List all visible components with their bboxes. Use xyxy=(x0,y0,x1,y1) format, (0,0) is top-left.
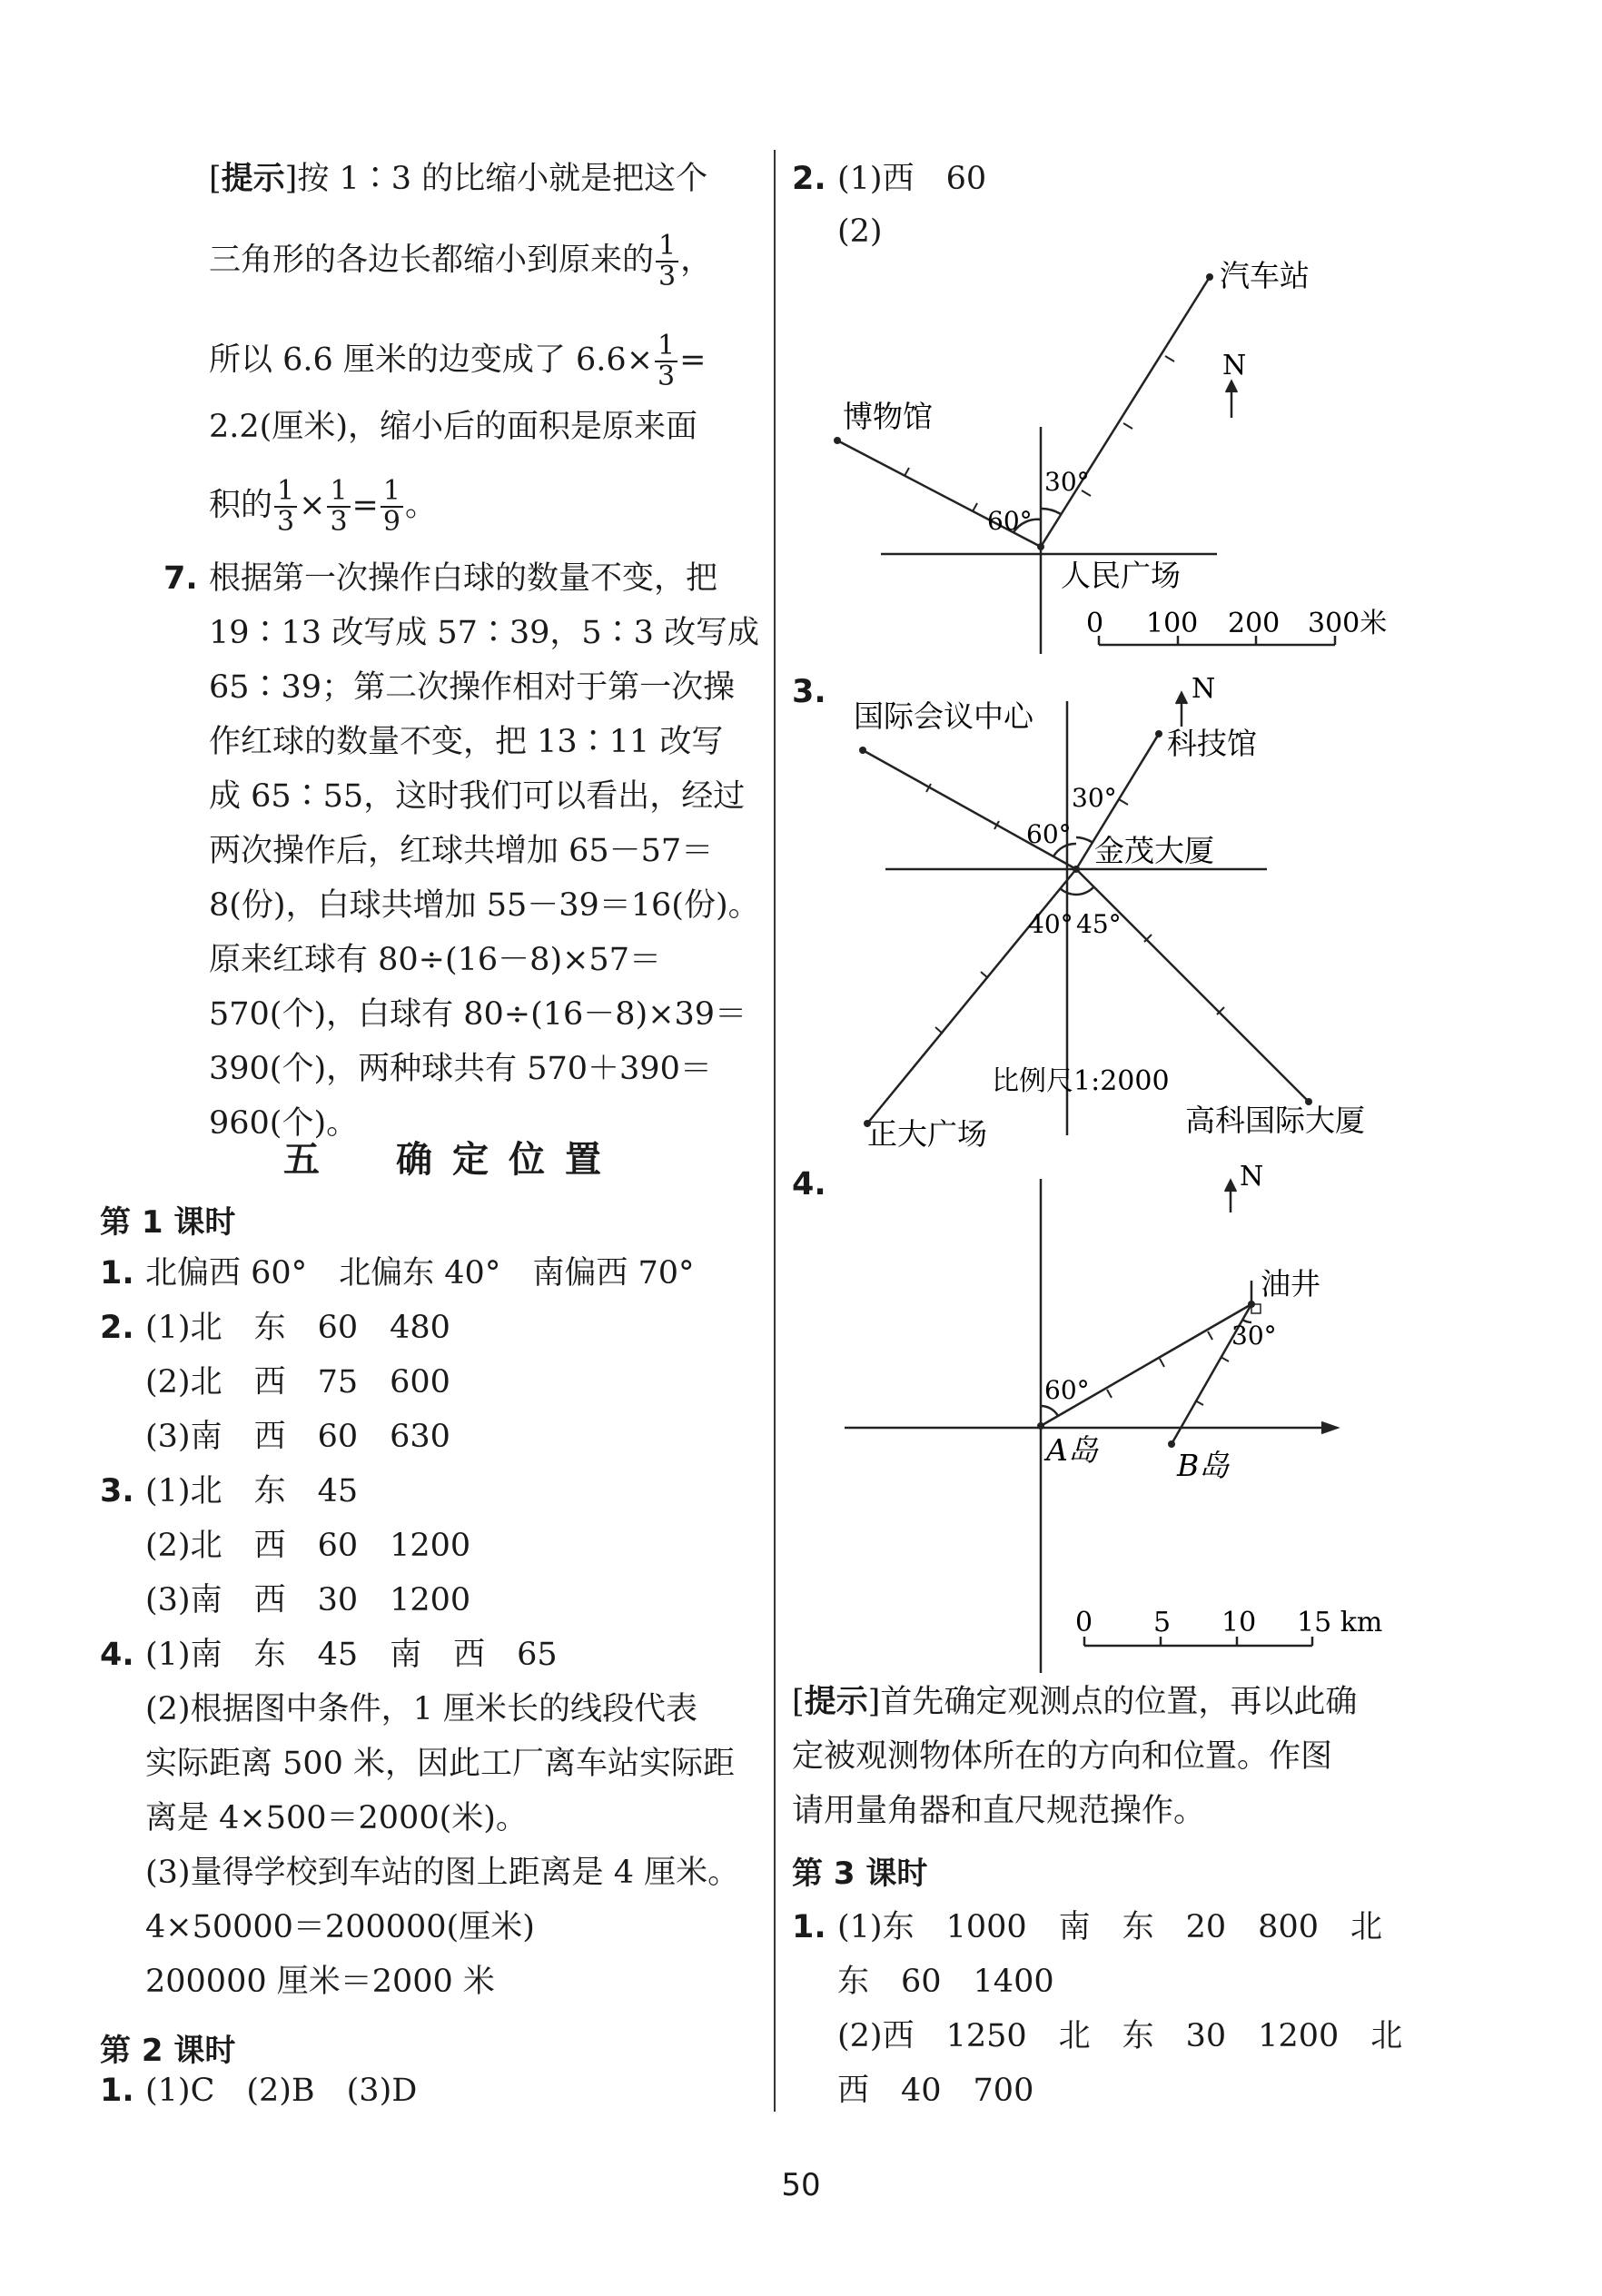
lesson-1-item-text: (1)南 东 45 南 西 65 xyxy=(145,1637,558,1673)
question-7-line: 8(份)，白球共增加 55－39＝16(份)。 xyxy=(209,887,760,924)
fig2-angle-60: 60° xyxy=(987,506,1033,536)
lesson-1-item-text: 4×50000＝200000(厘米) xyxy=(145,1909,535,1945)
fig3-label-conf: 国际会议中心 xyxy=(854,698,1033,734)
lesson-3-item-number: 1. xyxy=(792,1909,826,1945)
fig4-label-a-island: A岛 xyxy=(1046,1432,1098,1468)
question-7-line: 19∶13 改写成 57∶39，5∶3 改写成 xyxy=(209,615,760,651)
lesson-1-heading: 第 1 课时 xyxy=(100,1204,236,1241)
fig2-label-square: 人民广场 xyxy=(1061,558,1181,593)
question-2-part-2: (2) xyxy=(837,213,883,250)
fraction-one-ninth: $\frac{1}{9}$ xyxy=(381,477,403,537)
fig3-label-gaoke: 高科国际大厦 xyxy=(1185,1103,1365,1138)
fig2-arc-30 xyxy=(1041,509,1061,514)
lesson-1-item-text: (1)北 东 60 480 xyxy=(145,1310,450,1346)
lesson-2-item-number: 1. xyxy=(100,2073,134,2109)
fig3-angle-40: 40° xyxy=(1028,909,1073,939)
fig3-label-tech: 科技馆 xyxy=(1167,726,1257,761)
lesson-1-item-number: 3. xyxy=(100,1473,134,1509)
lesson-3-item-text: (2)西 1250 北 东 30 1200 北 xyxy=(837,2018,1403,2054)
fig2-line-bus xyxy=(1041,277,1210,547)
fig4-scale-10: 10 xyxy=(1221,1607,1257,1638)
question-2-part-1: (1)西 60 xyxy=(837,161,987,197)
lesson-1-item-number: 4. xyxy=(100,1637,134,1673)
question-7-line: 成 65∶55，这时我们可以看出，经过 xyxy=(209,778,746,815)
fraction-one-third: $\frac{1}{3}$ xyxy=(327,477,350,537)
hint-line-1: [提示]按 1∶3 的比缩小就是把这个 xyxy=(209,161,708,197)
fig3-angle-60: 60° xyxy=(1026,819,1072,849)
fig3-label-jinmao: 金茂大厦 xyxy=(1094,833,1214,868)
lesson-2-heading: 第 2 课时 xyxy=(100,2033,236,2069)
lesson-1-item-text: 离是 4×500＝2000(米)。 xyxy=(145,1800,528,1836)
fig2-scale-200: 200 xyxy=(1228,608,1281,639)
question-2-number: 2. xyxy=(792,161,826,197)
question-7-line: 两次操作后，红球共增加 65－57＝ xyxy=(209,833,714,869)
north-arrow-icon xyxy=(1225,1181,1236,1192)
fig4-line-a-well xyxy=(1041,1304,1251,1426)
fig3-label-zhengda: 正大广场 xyxy=(867,1116,987,1152)
fig4-label-b-island: B岛 xyxy=(1177,1448,1230,1483)
hint2-tag: 提示 xyxy=(804,1684,868,1720)
hint-line-4: 2.2(厘米)，缩小后的面积是原来面 xyxy=(209,409,697,445)
lesson-3-item-text: 东 60 1400 xyxy=(837,1964,1054,2000)
north-arrow-icon xyxy=(1176,693,1187,704)
hint-line-2: 三角形的各边长都缩小到原来的 $\frac{1}{3}$ ， xyxy=(209,230,713,292)
page-number: 50 xyxy=(781,2167,821,2203)
fraction-one-third: $\frac{1}{3}$ xyxy=(274,477,297,537)
question-7-number: 7. xyxy=(163,560,198,597)
question-7-line: 960(个)。 xyxy=(209,1105,359,1142)
lesson-1-item-text: 北偏西 60° 北偏东 40° 南偏西 70° xyxy=(145,1255,695,1292)
fig3-angle-45: 45° xyxy=(1076,909,1122,939)
lesson-3-item-text: 西 40 700 xyxy=(837,2073,1034,2109)
lesson-1-item-number: 1. xyxy=(100,1255,134,1292)
fig2-scale-0: 0 xyxy=(1086,608,1104,639)
fig3-north-label: N xyxy=(1192,673,1216,705)
lesson-3-heading: 第 3 课时 xyxy=(792,1856,928,1892)
lesson-1-item-text: 实际距离 500 米，因此工厂离车站实际距 xyxy=(145,1746,736,1782)
lesson-2-item-text: (1)C (2)B (3)D xyxy=(145,2073,418,2109)
question-4-number: 4. xyxy=(792,1166,826,1202)
lesson-1-item-text: (1)北 东 45 xyxy=(145,1473,359,1509)
lesson-1-item-text: (2)北 西 75 600 xyxy=(145,1364,450,1400)
fig4-scale-0: 0 xyxy=(1075,1607,1093,1638)
lesson-1-item-text: 200000 厘米＝2000 米 xyxy=(145,1964,495,2000)
fig2-label-bus: 汽车站 xyxy=(1220,258,1310,293)
fig3-scale: 比例尺1:2000 xyxy=(992,1065,1170,1097)
section-title: 五 确定位置 xyxy=(283,1139,621,1181)
fig3-arc-30 xyxy=(1076,837,1092,842)
fig2-scale-100: 100 xyxy=(1146,608,1199,639)
hint-line-5: 积的 $\frac{1}{3}$ × $\frac{1}{3}$ = $\frac{1}{9}$ 。 xyxy=(209,475,437,538)
lesson-1-item-number: 2. xyxy=(100,1310,134,1346)
north-arrow-icon xyxy=(1226,381,1237,392)
fraction-one-third: $\frac{1}{3}$ xyxy=(655,332,677,391)
fig4-angle-30: 30° xyxy=(1231,1321,1277,1351)
hint2-line-2: 定被观测物体所在的方向和位置。作图 xyxy=(792,1738,1333,1775)
fig4-label-well: 油井 xyxy=(1261,1266,1320,1301)
fig2-scale-300: 300米 xyxy=(1308,608,1388,639)
fig4-scale-5: 5 xyxy=(1153,1607,1172,1638)
lesson-3-item-text: (1)东 1000 南 东 20 800 北 xyxy=(837,1909,1382,1945)
fig4-north-label: N xyxy=(1240,1161,1264,1193)
lesson-1-item-text: (2)根据图中条件，1 厘米长的线段代表 xyxy=(145,1691,697,1727)
lesson-1-item-text: (3)量得学校到车站的图上距离是 4 厘米。 xyxy=(145,1855,740,1891)
lesson-1-item-text: (2)北 西 60 1200 xyxy=(145,1528,471,1564)
question-7-line: 390(个)，两种球共有 570＋390＝ xyxy=(209,1051,712,1087)
question-7-line: 作红球的数量不变，把 13∶11 改写 xyxy=(209,724,724,760)
question-7-line: 原来红球有 80÷(16－8)×57＝ xyxy=(209,942,661,978)
fig4-arc-60 xyxy=(1041,1406,1058,1416)
hint-tag: 提示 xyxy=(221,161,285,197)
hint2-line-3: 请用量角器和直尺规范操作。 xyxy=(792,1793,1206,1829)
question-7-line: 570(个)，白球有 80÷(16－8)×39＝ xyxy=(209,996,747,1033)
fig3-line-conf xyxy=(863,750,1076,869)
fig2-north-label: N xyxy=(1222,350,1247,381)
fig3-angle-30: 30° xyxy=(1072,783,1117,813)
fig4-scale-15km: 15 km xyxy=(1297,1607,1383,1638)
east-arrow-icon xyxy=(1321,1422,1337,1433)
fig4-angle-60: 60° xyxy=(1044,1375,1090,1405)
fraction-one-third: $\frac{1}{3}$ xyxy=(656,232,678,292)
lesson-1-item-text: (3)南 西 60 630 xyxy=(145,1419,450,1455)
lesson-1-item-text: (3)南 西 30 1200 xyxy=(145,1582,471,1618)
question-7-line: 根据第一次操作白球的数量不变，把 xyxy=(209,560,718,597)
question-7-line: 65∶39；第二次操作相对于第一次操 xyxy=(209,669,736,706)
hint-line-3: 所以 6.6 厘米的边变成了 6.6× $\frac{1}{3}$ = xyxy=(209,330,707,392)
fig2-angle-30: 30° xyxy=(1044,467,1090,497)
hint2-line-1: [提示]首先确定观测点的位置，再以此确 xyxy=(792,1684,1358,1720)
question-3-number: 3. xyxy=(792,674,826,710)
fig2-label-museum: 博物馆 xyxy=(843,399,933,434)
